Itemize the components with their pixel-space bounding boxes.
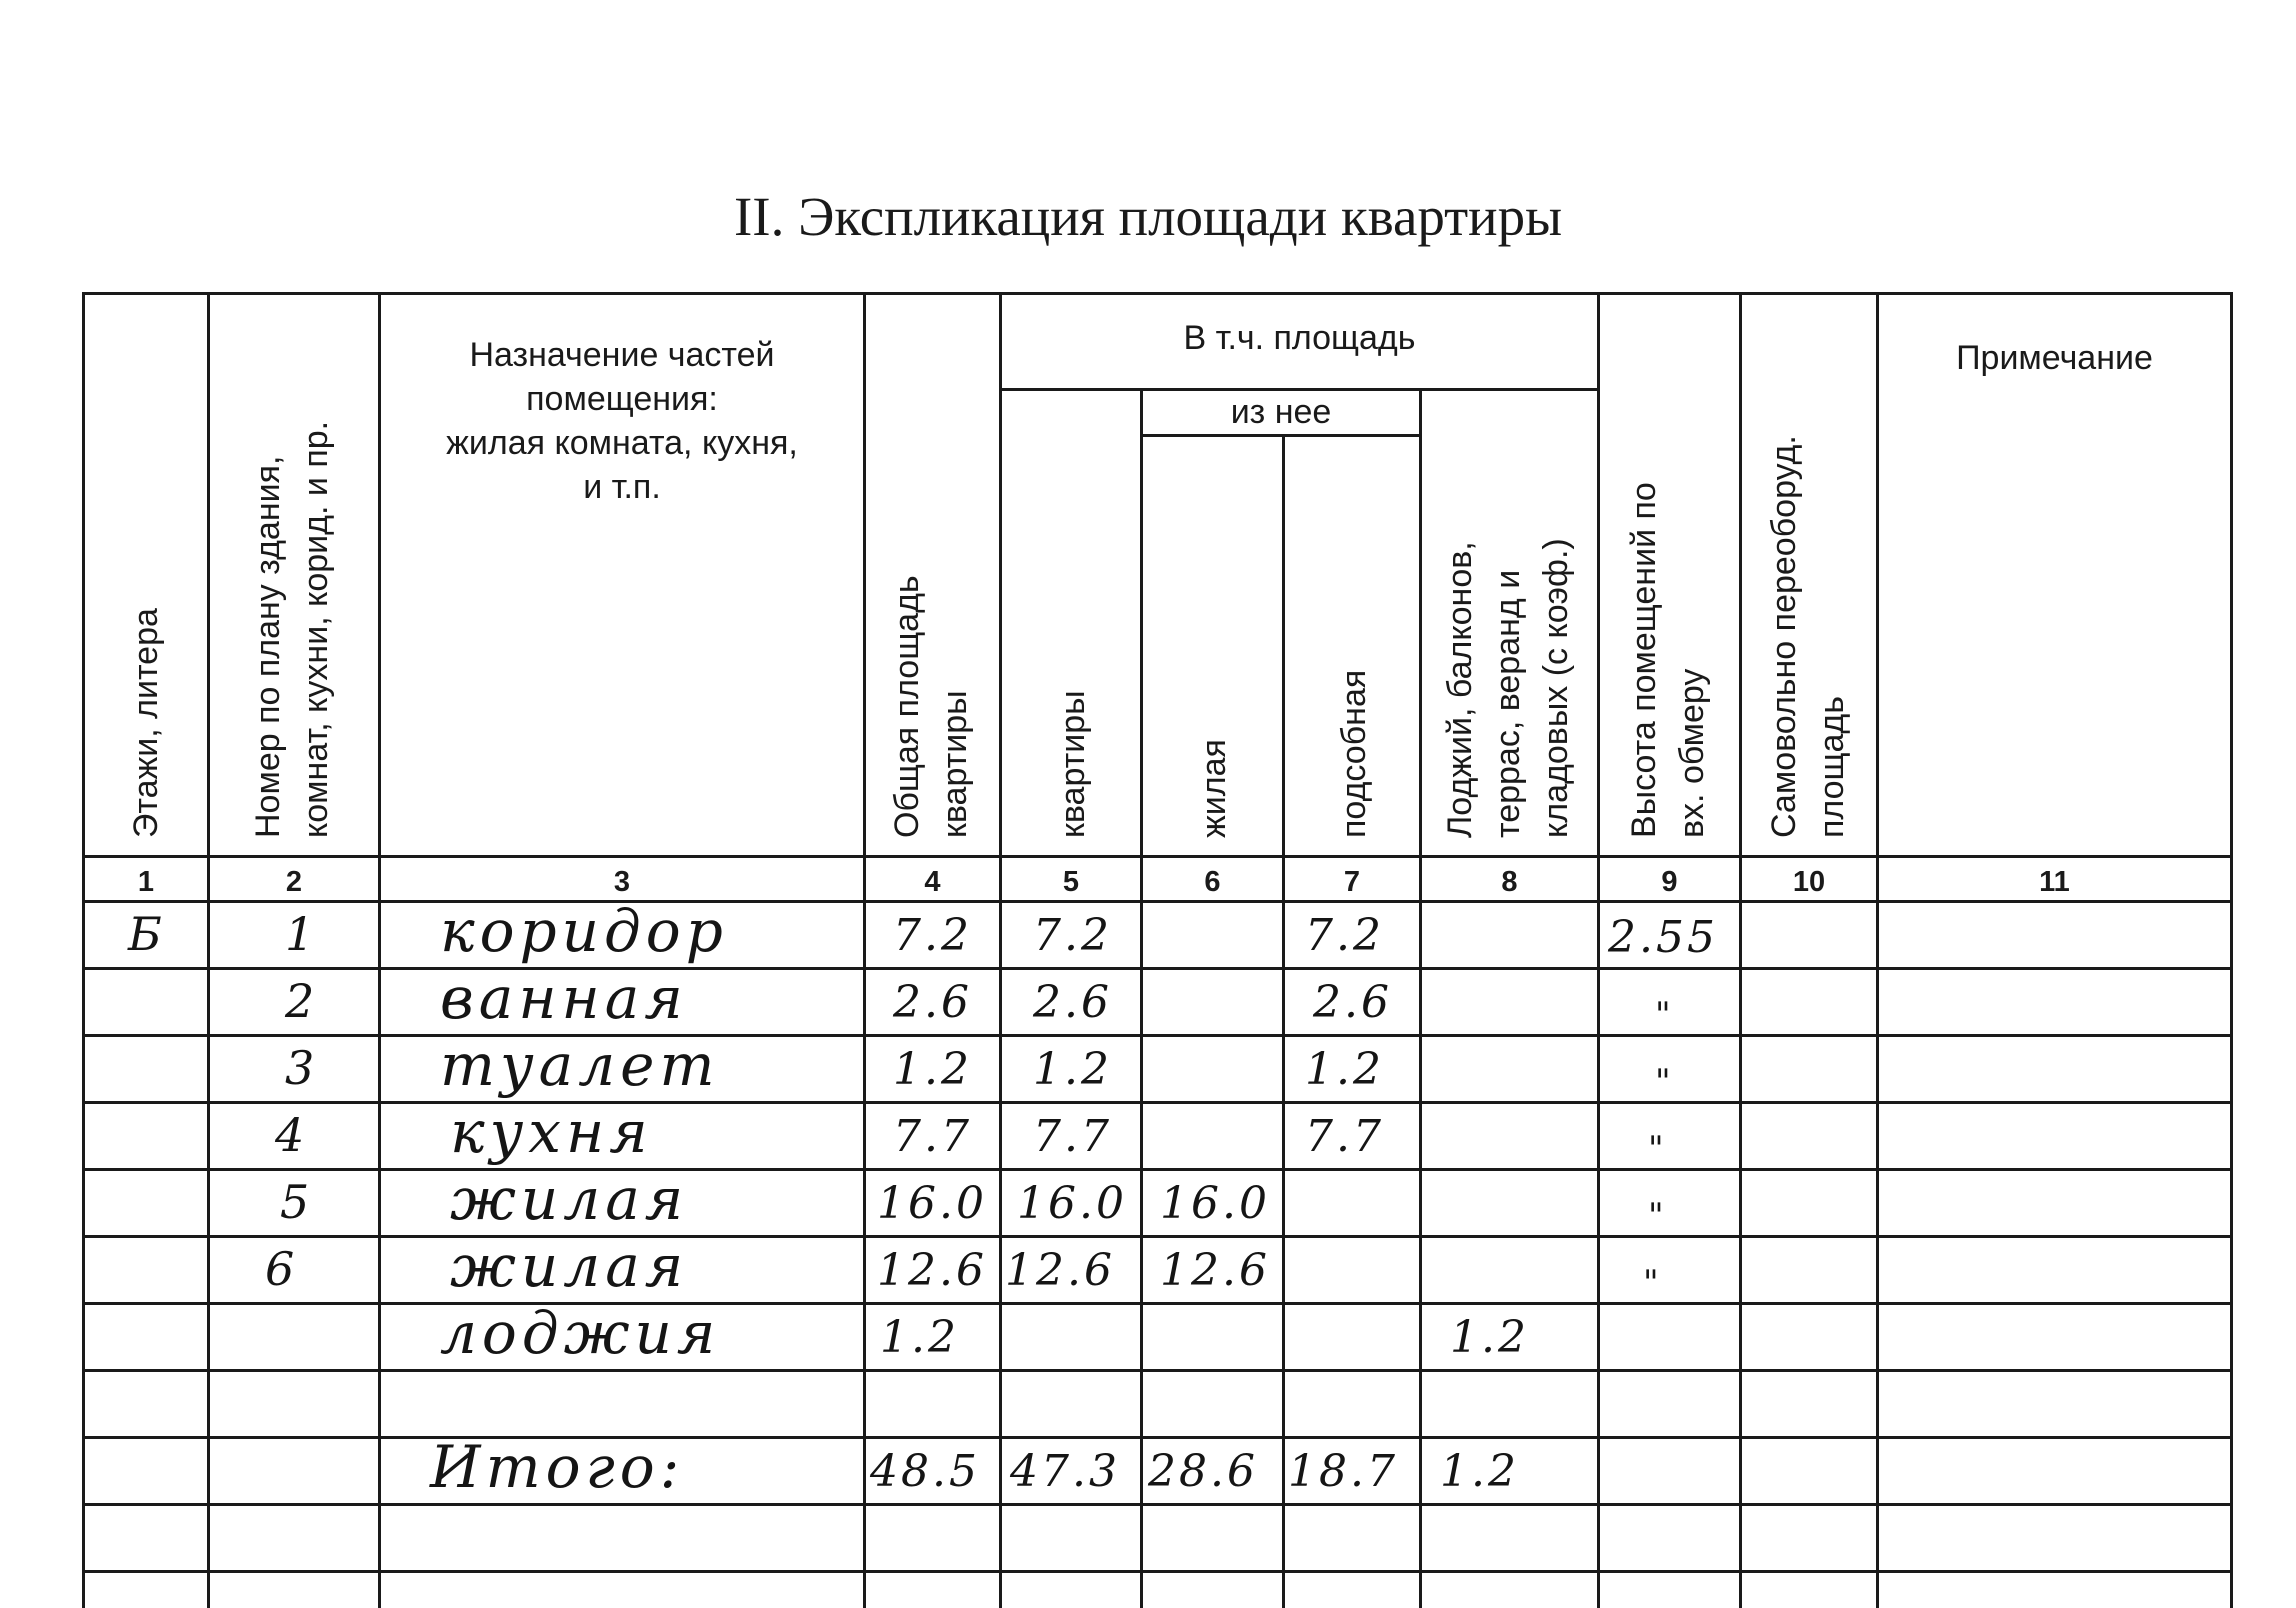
header-loggias-line3: кладовых (с коэф.) <box>1537 538 1575 838</box>
cell-number: 1 <box>285 907 318 961</box>
cell-total-area: 2.6 <box>893 977 972 1028</box>
cell-room-name: туалет <box>440 1031 720 1099</box>
document-title: II. Экспликация площади квартиры <box>733 186 1563 247</box>
cell-floor: Б <box>128 907 165 961</box>
header-purpose <box>381 333 863 509</box>
cell-number: 6 <box>265 1242 298 1296</box>
cell-total-area: 7.2 <box>893 910 972 961</box>
header-height-line1: Высота помещений по <box>1625 482 1663 838</box>
cell-living-area: 16.0 <box>1160 1178 1270 1229</box>
cell-apartment-area: 16.0 <box>1017 1178 1127 1229</box>
cell-auxiliary-area: 1.2 <box>1305 1044 1384 1095</box>
cell-room-name: жилая <box>450 1232 689 1300</box>
cell-total-area: 12.6 <box>877 1245 987 1296</box>
row-line <box>82 1101 2233 1104</box>
cell-total-area: 1.2 <box>880 1312 959 1363</box>
column-number: 3 <box>613 866 631 898</box>
cell-room-name: лоджия <box>440 1299 721 1367</box>
row-line <box>82 1235 2233 1238</box>
column-number: 11 <box>2039 866 2070 898</box>
cell-room-name: ванная <box>440 964 688 1032</box>
column-number: 9 <box>1661 866 1678 898</box>
cell-apartment-area: 2.6 <box>1033 977 1112 1028</box>
column-number: 5 <box>1062 866 1080 898</box>
header-purpose-line: помещения: <box>526 380 718 418</box>
cell-height: 2.55 <box>1608 912 1718 963</box>
cell-auxiliary-area: 7.7 <box>1305 1111 1384 1162</box>
cell-total-area: 7.7 <box>893 1111 972 1162</box>
cell-height: " <box>1648 1196 1667 1236</box>
cell-apartment-area: 1.2 <box>1033 1044 1112 1095</box>
cell-room-name: жилая <box>450 1165 689 1233</box>
cell-loggia-area: 1.2 <box>1440 1446 1519 1497</box>
cell-number: 2 <box>285 974 318 1028</box>
row-line <box>82 967 2233 970</box>
column-number: 7 <box>1343 866 1361 898</box>
header-self-reequipped-line2: площадь <box>1813 696 1851 838</box>
cell-total-area: 1.2 <box>893 1044 972 1095</box>
cell-height: " <box>1643 1263 1662 1303</box>
header-self-reequipped-line1: Самовольно переоборуд. <box>1765 435 1803 838</box>
column-number: 8 <box>1501 866 1518 898</box>
cell-apartment-area: 7.7 <box>1033 1111 1112 1162</box>
row-line <box>82 1302 2233 1305</box>
cell-apartment-area: 7.2 <box>1033 910 1112 961</box>
header-plan-number-line2: комнат, кухни, корид. и пр. <box>297 420 335 838</box>
header-bottom-line <box>82 855 2233 858</box>
header-incl-area: В т.ч. площадь <box>1183 319 1416 357</box>
header-of-which: из нее <box>1230 393 1332 431</box>
cell-auxiliary-area: 2.6 <box>1313 977 1392 1028</box>
cell-apartment-area: 12.6 <box>1005 1245 1115 1296</box>
column-divider <box>999 292 1002 1608</box>
cell-auxiliary-area: 7.2 <box>1305 910 1384 961</box>
header-floor: Этажи, литера <box>127 608 165 838</box>
cell-total-area: 16.0 <box>877 1178 987 1229</box>
row-line <box>82 1570 2233 1573</box>
table-border-top <box>82 292 2233 295</box>
header-purpose-line: жилая комната, кухня, <box>446 424 798 462</box>
column-number: 10 <box>1792 866 1826 898</box>
row-line <box>82 1503 2233 1506</box>
column-number: 2 <box>285 866 303 898</box>
table-border-right <box>2230 292 2233 1608</box>
column-numbers-bottom-line <box>82 900 2233 903</box>
column-divider <box>1282 435 1285 1608</box>
column-number: 6 <box>1204 866 1221 898</box>
cell-living-area: 28.6 <box>1148 1446 1258 1497</box>
header-auxiliary: подсобная <box>1335 669 1373 838</box>
header-purpose-line: и т.п. <box>583 468 661 506</box>
row-line <box>82 1034 2233 1037</box>
cell-loggia-area: 1.2 <box>1450 1312 1529 1363</box>
column-divider <box>863 292 866 1608</box>
column-divider <box>207 292 210 1608</box>
cell-height: " <box>1655 995 1674 1035</box>
column-divider <box>1739 292 1742 1608</box>
header-note: Примечание <box>1956 339 2153 377</box>
cell-height: " <box>1648 1129 1667 1169</box>
column-divider <box>1419 390 1422 1608</box>
column-number: 1 <box>137 866 155 898</box>
header-loggias-line2: террас, веранд и <box>1489 569 1527 838</box>
header-height-line2: вх. обмеру <box>1673 668 1711 838</box>
row-line <box>82 1436 2233 1439</box>
column-divider <box>1140 390 1143 1608</box>
cell-number: 3 <box>285 1041 318 1095</box>
column-divider <box>1876 292 1879 1608</box>
row-line <box>82 1369 2233 1372</box>
cell-total-label: Итого: <box>430 1433 685 1501</box>
header-living: жилая <box>1195 739 1233 838</box>
cell-number: 4 <box>275 1108 308 1162</box>
cell-room-name: коридор <box>440 897 728 965</box>
cell-living-area: 12.6 <box>1160 1245 1270 1296</box>
header-total-area-line2: квартиры <box>936 690 974 838</box>
cell-height: " <box>1655 1062 1674 1102</box>
row-line <box>82 1168 2233 1171</box>
header-divider <box>1140 434 1422 437</box>
header-apartment: квартиры <box>1054 690 1092 838</box>
header-plan-number-line1: Номер по плану здания, <box>249 455 287 838</box>
cell-auxiliary-area: 18.7 <box>1288 1446 1398 1497</box>
table-border-left <box>82 292 85 1608</box>
column-number: 4 <box>924 866 941 898</box>
header-total-area-line1: Общая площадь <box>888 575 926 838</box>
cell-total-area: 48.5 <box>870 1446 980 1497</box>
column-divider <box>1597 292 1600 1608</box>
cell-room-name: кухня <box>450 1098 653 1166</box>
header-loggias-line1: Лоджий, балконов, <box>1441 541 1479 838</box>
cell-number: 5 <box>280 1175 313 1229</box>
header-purpose-line: Назначение частей <box>469 336 775 374</box>
cell-apartment-area: 47.3 <box>1010 1446 1120 1497</box>
